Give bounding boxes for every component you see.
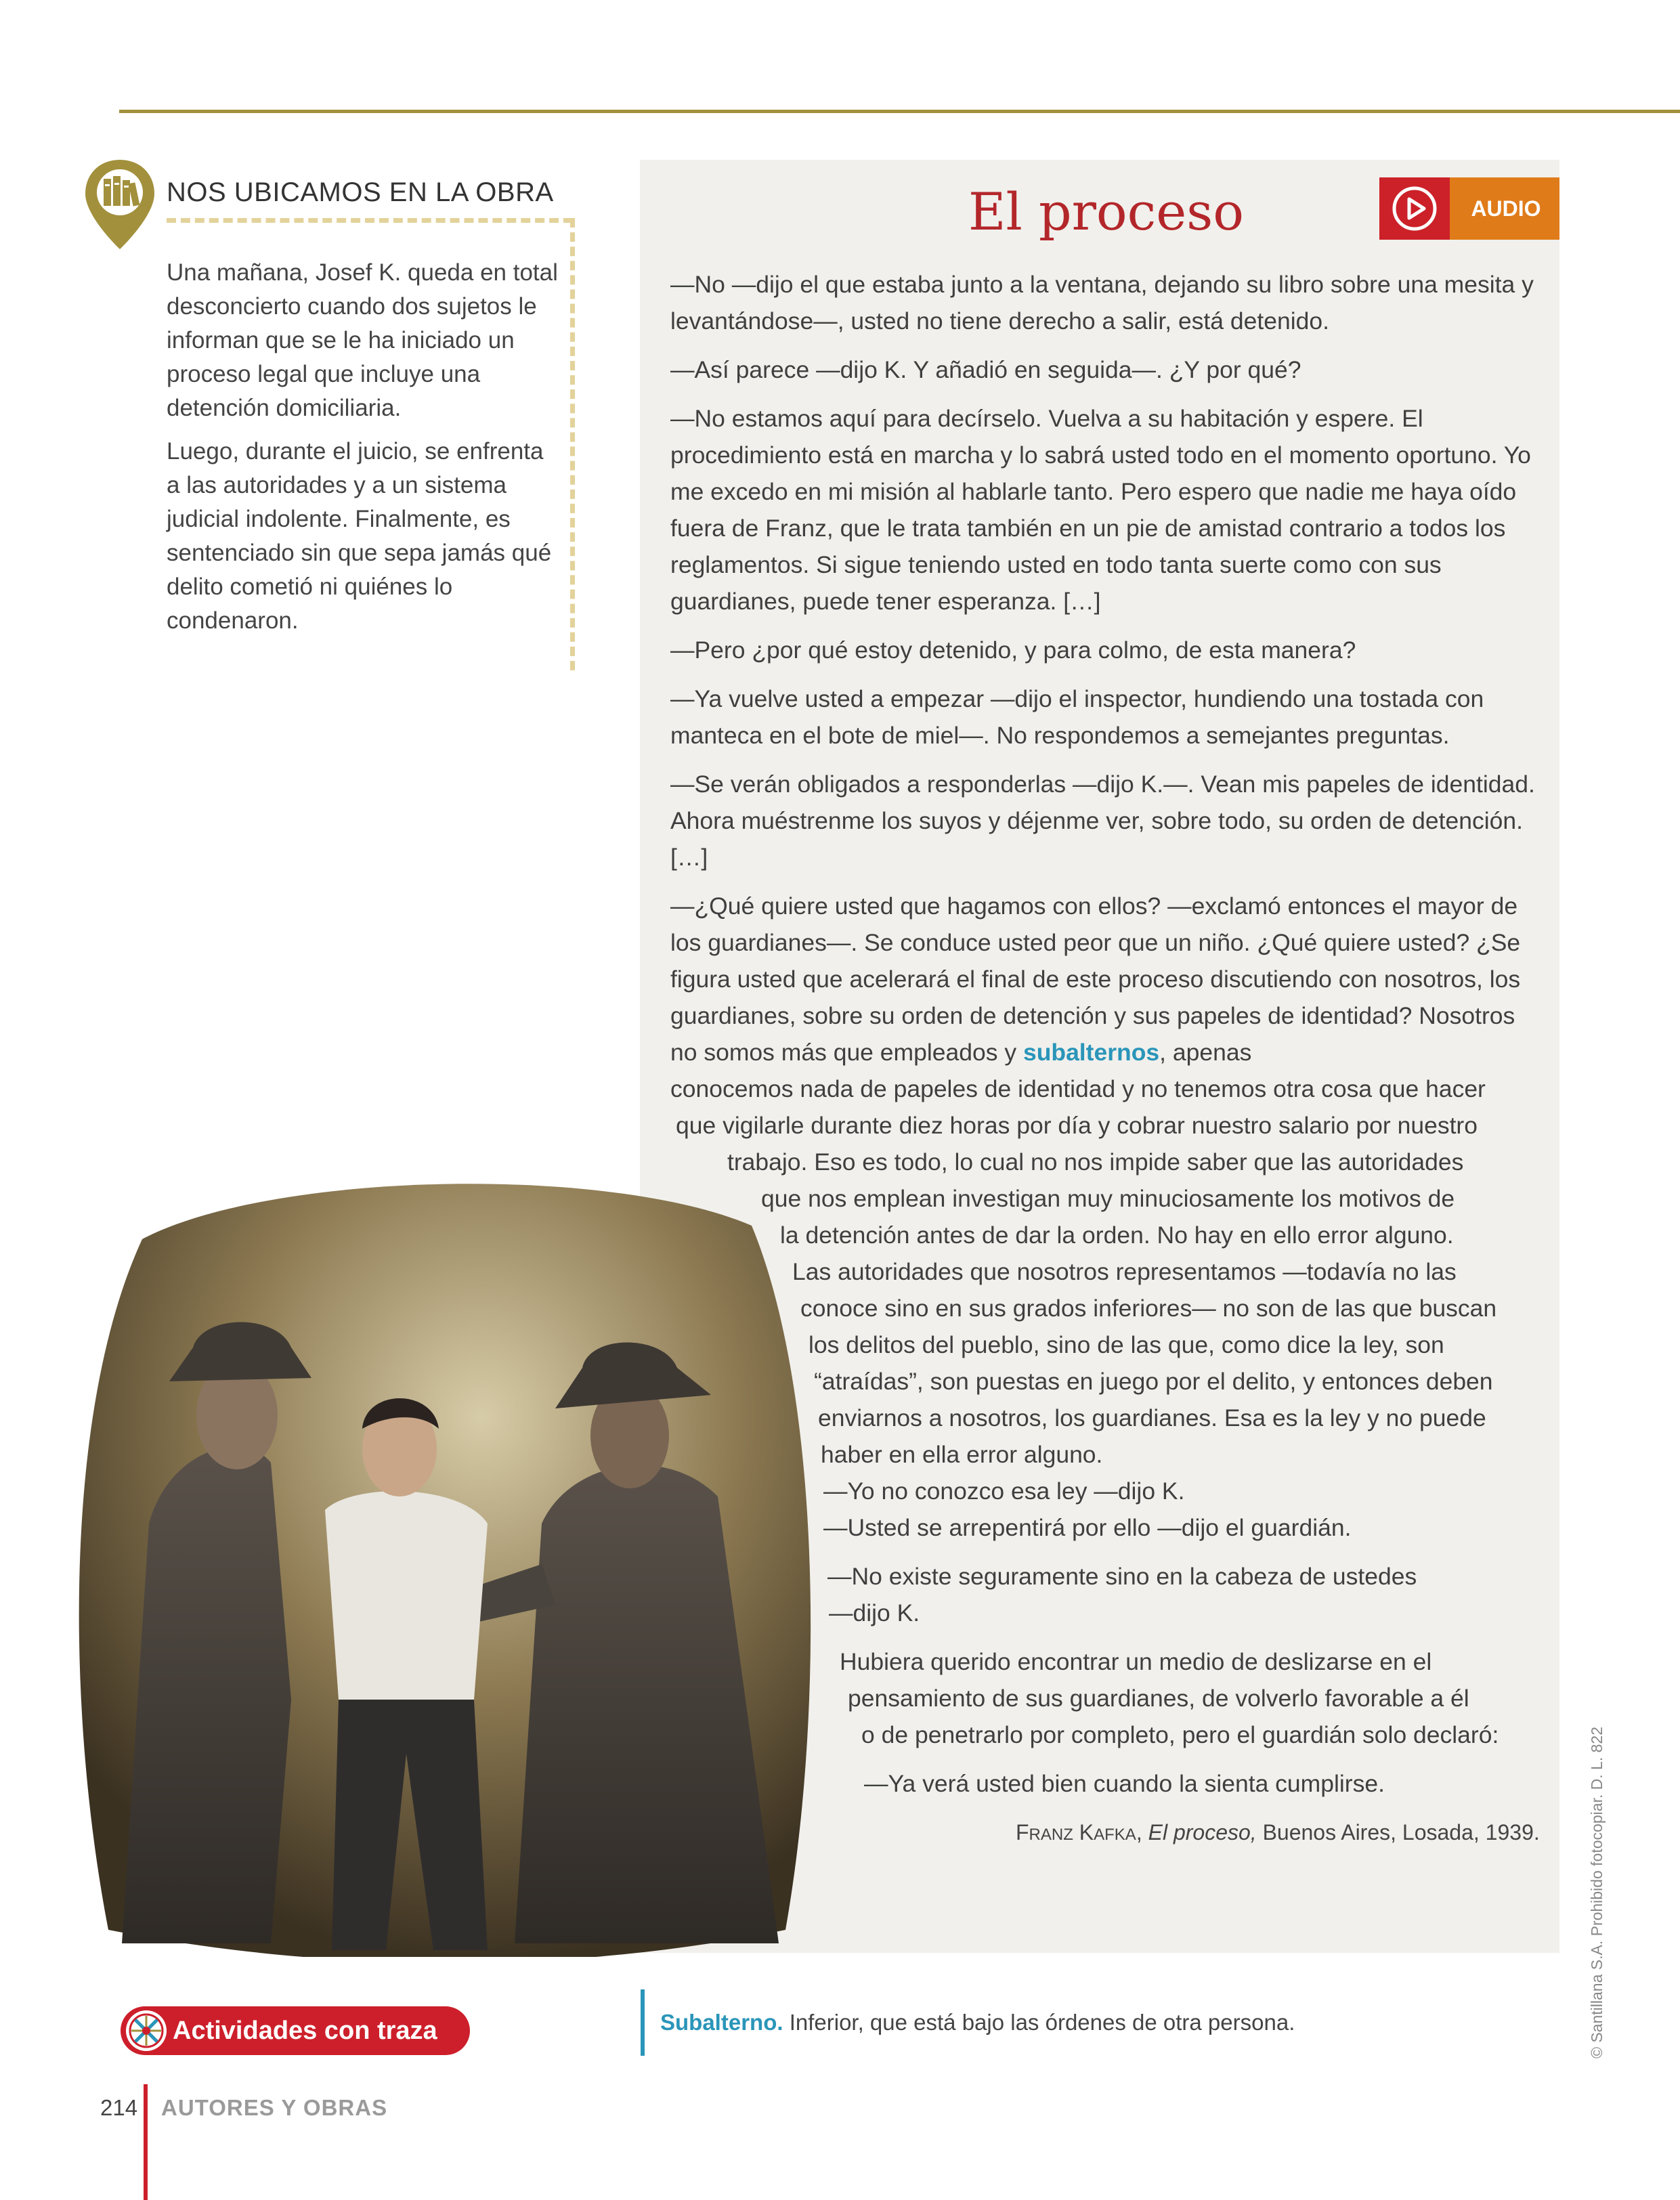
text-line: conocemos nada de papeles de identidad y no tenemos otra cosa que hacer <box>670 1075 1486 1102</box>
play-circle-icon <box>1379 177 1450 240</box>
text-paragraph-wrapped <box>670 1558 1544 1631</box>
sidebar-dashed-border <box>570 218 575 670</box>
sidebar-title: NOS UBICAMOS EN LA OBRA <box>167 177 554 207</box>
text-paragraph-wrapped <box>670 1071 1544 1546</box>
text-paragraph-wrapped <box>670 1643 1544 1753</box>
author-smallcaps: RANZ <box>1029 1826 1073 1844</box>
text-paragraph: —Así parece —dijo K. Y añadió en seguida—. ¿Y por qué? <box>670 356 1301 383</box>
text-paragraph: —No estamos aquí para decírselo. Vuelva a su habitación y espere. El procedimiento está en marcha y lo sabrá usted todo en el momento oportuno. Yo me excedo en mi misión al hablarle tanto. Pero espero que nadie me haya oído fuera de Franz, que le trata también en un pie de amistad contrario a todos los reglamentos. Si sigue teniendo usted en todo tanta suerte como con sus guardianes, puede tener esperanza. […] <box>670 405 1531 615</box>
glossary-term: Subalterno. <box>660 2010 783 2035</box>
text-line: —Yo no conozco esa ley —dijo K. <box>823 1478 1185 1505</box>
text-run: , apenas <box>1159 1039 1252 1066</box>
sidebar-summary <box>167 256 559 647</box>
page-number: 214 <box>100 2095 138 2120</box>
text-paragraph <box>670 888 1544 1071</box>
text-line: “atraídas”, son puestas en juego por el delito, y entonces deben <box>814 1368 1493 1395</box>
text-paragraph: —Se verán obligados a responderlas —dijo K.—. Vean mis papeles de identidad. Ahora muéstrenme los suyos y déjenme ver, sobre todo, su orden de detención. […] <box>670 771 1535 871</box>
work-title: El proceso, <box>1148 1820 1257 1845</box>
text-line: enviarnos a nosotros, los guardianes. Esa es la ley y no puede <box>818 1404 1486 1431</box>
text-line: que vigilarle durante diez horas por día y cobrar nuestro salario por nuestro <box>676 1112 1478 1139</box>
glossary-definition: Inferior, que está bajo las órdenes de otra persona. <box>783 2010 1295 2035</box>
text-line: —Usted se arrepentirá por ello —dijo el guardián. <box>823 1514 1352 1541</box>
audio-label: AUDIO <box>1471 196 1541 221</box>
reading-text <box>670 266 1544 1814</box>
text-line: o de penetrarlo por completo, pero el guardián solo declaró: <box>861 1721 1499 1748</box>
author-initial: K <box>1079 1820 1094 1845</box>
sidebar-dashed-rule <box>167 218 573 223</box>
glossary-bar <box>641 1989 645 2056</box>
header-rule <box>119 110 1680 113</box>
text-line: trabajo. Eso es todo, lo cual no nos impide saber que las autoridades <box>727 1148 1464 1176</box>
publisher: Buenos Aires, Losada, 1939. <box>1256 1820 1540 1845</box>
attribution: FRANZ KAFKA, El proceso, Buenos Aires, Losada, 1939. <box>1016 1820 1540 1845</box>
text-paragraph: —No —dijo el que estaba junto a la ventana, dejando su libro sobre una mesita y levantándose—, usted no tiene derecho a salir, está detenido. <box>670 271 1534 335</box>
text-line: conoce sino en sus grados inferiores— no son de las que buscan <box>800 1295 1497 1322</box>
reading-title: El proceso <box>968 181 1244 242</box>
audio-button[interactable] <box>1379 177 1559 240</box>
glossary-entry <box>660 2010 1295 2035</box>
sidebar-paragraph: Una mañana, Josef K. queda en total desconcierto cuando dos sujetos le informan que se le ha iniciado un proceso legal que incluye una detención domiciliaria. <box>167 259 558 421</box>
text-line: pensamiento de sus guardianes, de volverlo favorable a él <box>848 1685 1469 1712</box>
author-initial: F <box>1016 1820 1029 1845</box>
author-smallcaps: AFKA <box>1094 1826 1136 1844</box>
text-line: —Ya verá usted bien cuando la sienta cumplirse. <box>864 1770 1385 1797</box>
traza-icon <box>125 2009 168 2052</box>
text-line: —No existe seguramente sino en la cabeza de ustedes <box>827 1563 1417 1590</box>
text-paragraph: —Pero ¿por qué estoy detenido, y para colmo, de esta manera? <box>670 637 1356 664</box>
activities-button[interactable] <box>121 2006 470 2055</box>
glossary-term-link[interactable]: subalternos <box>1022 1039 1160 1066</box>
books-location-pin-icon <box>83 157 157 252</box>
footer-bar <box>144 2084 148 2200</box>
text-line: Las autoridades que nosotros representamos —todavía no las <box>792 1258 1457 1285</box>
text-line: la detención antes de dar la orden. No hay en ello error alguno. <box>780 1222 1454 1249</box>
text-line: los delitos del pueblo, sino de las que, como dice la ley, son <box>809 1331 1444 1358</box>
copyright-notice: © Santillana S.A. Prohibido fotocopiar. D. L. 822 <box>1588 1726 1606 2058</box>
text-run: —¿Qué quiere usted que hagamos con ellos? —exclamó entonces el mayor de los guardianes—. Se conduce usted peor que un niño. ¿Qué quiere usted? ¿Se figura usted que acelerará el final de este proceso discutiendo con nosotros, los guardianes, sobre su orden de detención y sus papeles de identidad? Nosotros no somos más que empleados y <box>670 892 1521 1066</box>
activities-label: Actividades con traza <box>173 2016 437 2045</box>
text-line: Hubiera querido encontrar un medio de deslizarse en el <box>840 1648 1432 1675</box>
section-name: AUTORES Y OBRAS <box>161 2095 388 2120</box>
text-paragraph-wrapped <box>670 1765 1544 1802</box>
text-line: —dijo K. <box>829 1599 920 1626</box>
sidebar-paragraph: Luego, durante el juicio, se enfrenta a las autoridades y a un sistema judicial indolente. Finalmente, es sentenciado sin que sepa jamás qué delito cometió ni quiénes lo condenaron. <box>167 438 552 634</box>
text-line: que nos emplean investigan muy minuciosamente los motivos de <box>761 1185 1455 1212</box>
text-paragraph: —Ya vuelve usted a empezar —dijo el inspector, hundiendo una tostada con manteca en el bote de miel—. No respondemos a semejantes preguntas. <box>670 685 1484 749</box>
text-line: haber en ella error alguno. <box>821 1441 1103 1468</box>
